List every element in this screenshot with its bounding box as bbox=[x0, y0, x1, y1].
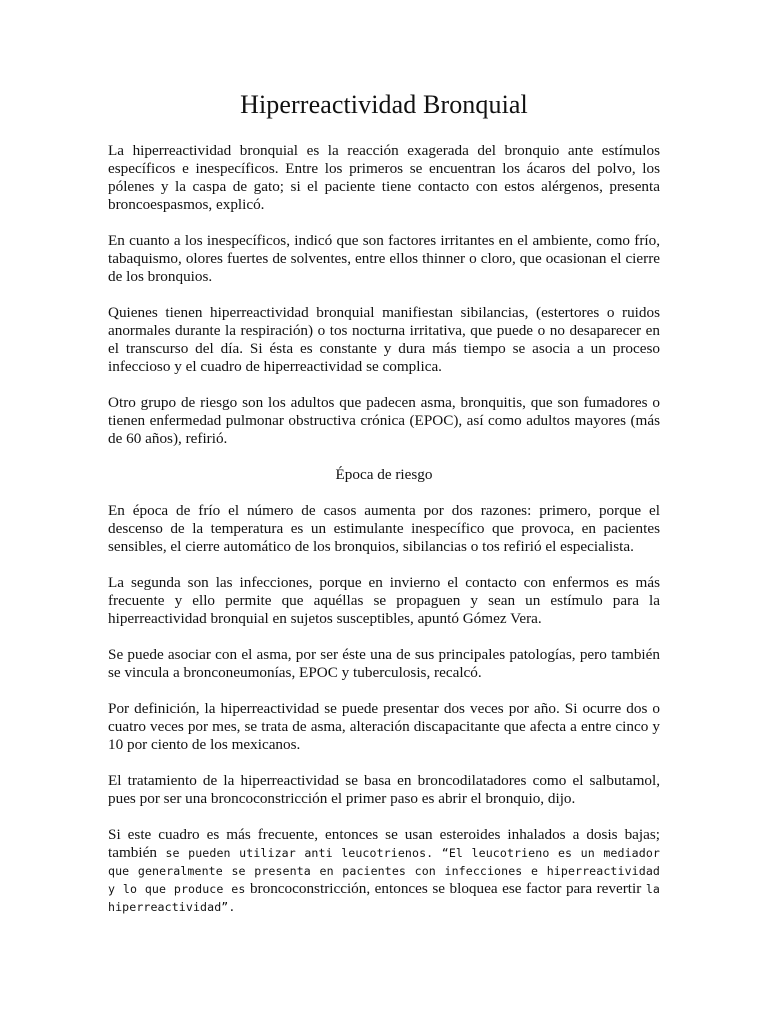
final-text-part1: Si este cuadro es más frecuente, entonces se usan esteroides inhalados a dosis bajas; también bbox=[108, 826, 660, 861]
paragraph: Se puede asociar con el asma, por ser éste una de sus principales patologías, pero también se vincula a bronconeumonías, EPOC y tuberculosis, recalcó. bbox=[108, 646, 660, 681]
paragraph: En época de frío el número de casos aumenta por dos razones: primero, porque el descenso de la temperatura es un estimulante inespecífico que provoca, en pacientes sensibles, el cierre automático de los bronquios, sibilancias o tos refirió el especialista. bbox=[108, 502, 660, 555]
paragraph-final bbox=[108, 826, 660, 916]
paragraph: Otro grupo de riesgo son los adultos que padecen asma, bronquitis, que son fumadores o tienen enfermedad pulmonar obstructiva crónica (EPOC), así como adultos mayores (más de 60 años), refirió. bbox=[108, 394, 660, 447]
section-subheading: Época de riesgo bbox=[335, 466, 433, 483]
paragraph: La segunda son las infecciones, porque en invierno el contacto con enfermos es más frecuente y ello permite que aquéllas se propaguen y sean un estímulo para la hiperreactividad bronquial en sujetos susceptibles, apuntó Gómez Vera. bbox=[108, 574, 660, 627]
final-text-part3: broncoconstricción, entonces se bloquea ese factor para revertir bbox=[245, 880, 646, 897]
final-text-part2: se pueden utilizar anti leucotrienos. “El leucotrieno es un mediador que generalmente se presenta en pacientes con infecciones e hiperreactividad y lo que produce es bbox=[108, 846, 660, 896]
final-text-part4: la hiperreactividad”. bbox=[108, 882, 660, 914]
document-title: Hiperreactividad Bronquial bbox=[240, 90, 528, 119]
paragraph: En cuanto a los inespecíficos, indicó que son factores irritantes en el ambiente, como frío, tabaquismo, olores fuertes de solventes, entre ellos thinner o cloro, que ocasionan el cierre de los bronquios. bbox=[108, 232, 660, 285]
paragraph: Quienes tienen hiperreactividad bronquial manifiestan sibilancias, (estertores o ruidos anormales durante la respiración) o tos nocturna irritativa, que puede o no desaparecer en el transcurso del día. Si ésta es constante y dura más tiempo se asocia a un proceso infeccioso y el cuadro de hiperreactividad se complica. bbox=[108, 304, 660, 375]
paragraph: La hiperreactividad bronquial es la reacción exagerada del bronquio ante estímulos específicos e inespecíficos. Entre los primeros se encuentran los ácaros del polvo, los pólenes y la caspa de gato; si el paciente tiene contacto con estos alérgenos, presenta broncoespasmos, explicó. bbox=[108, 142, 660, 213]
paragraph: Por definición, la hiperreactividad se puede presentar dos veces por año. Si ocurre dos o cuatro veces por mes, se trata de asma, alteración discapacitante que afecta a entre cinco y 10 por ciento de los mexicanos. bbox=[108, 700, 660, 753]
paragraph: El tratamiento de la hiperreactividad se basa en broncodilatadores como el salbutamol, pues por ser una broncoconstricción el primer paso es abrir el bronquio, dijo. bbox=[108, 772, 660, 807]
